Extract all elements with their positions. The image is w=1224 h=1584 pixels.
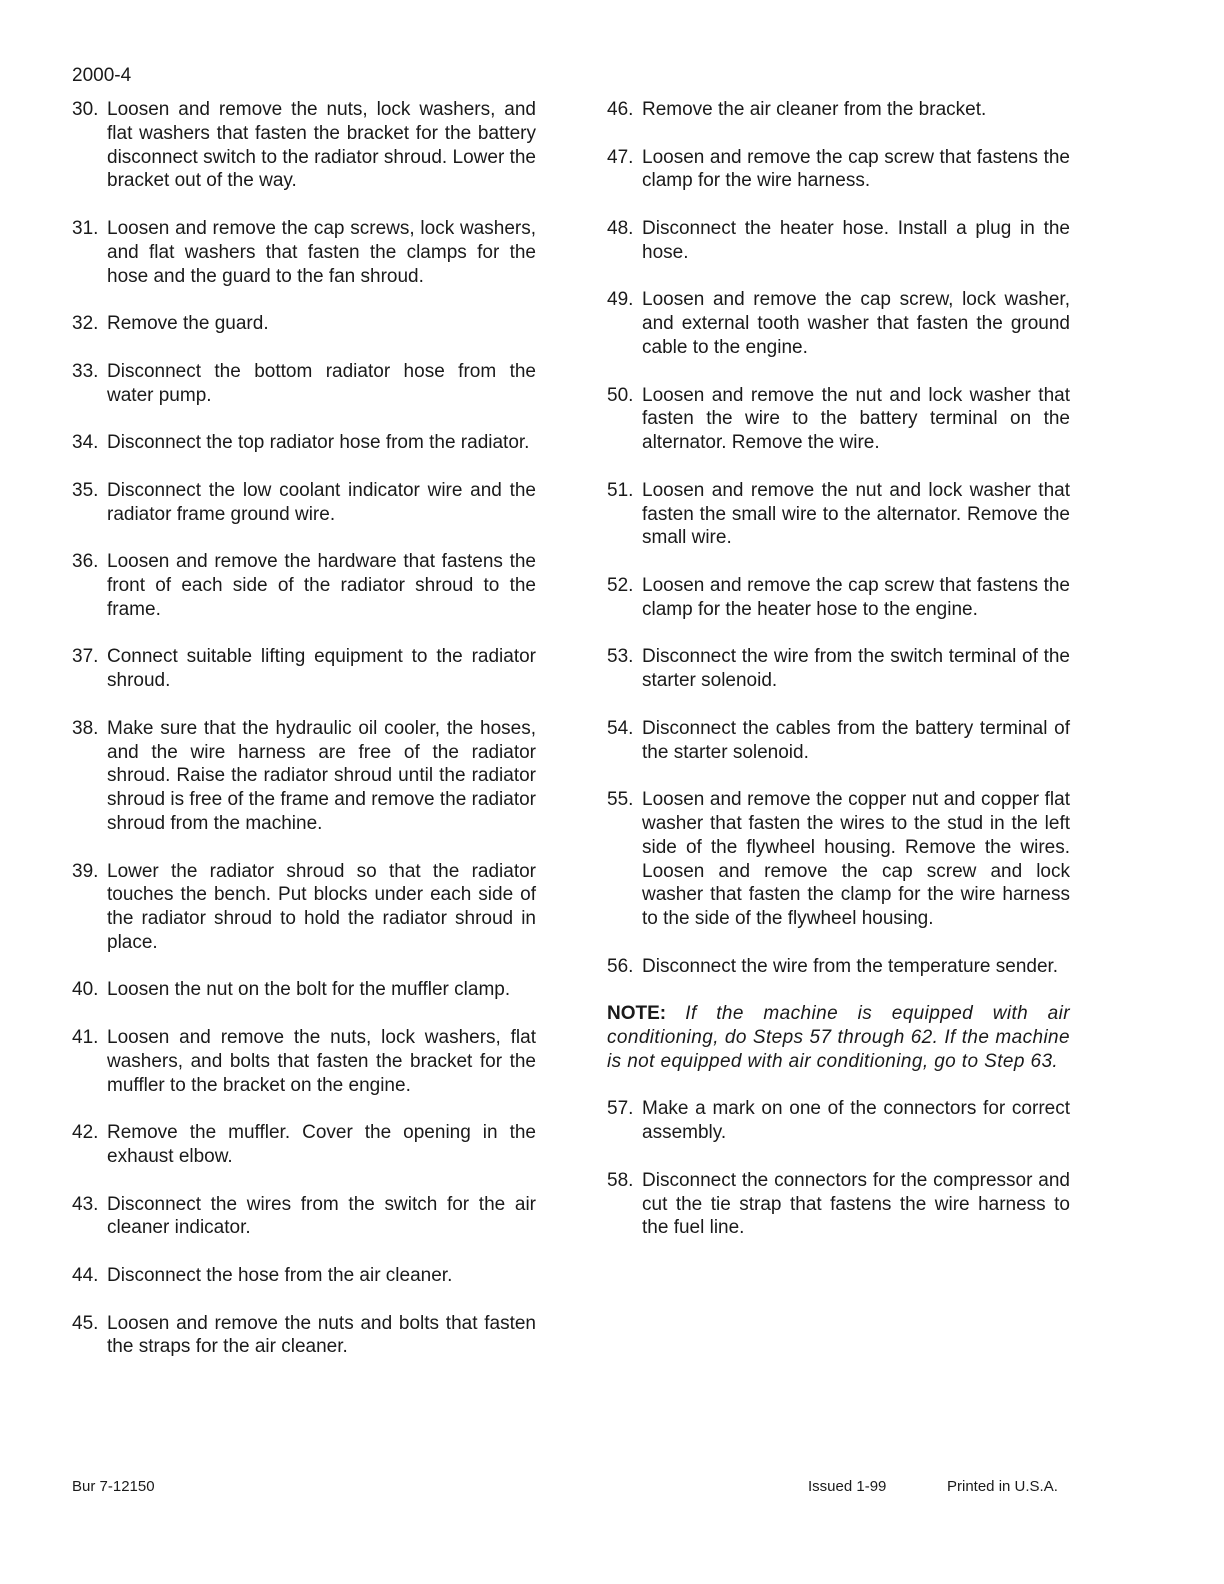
- footer-printed: Printed in U.S.A.: [947, 1478, 1058, 1495]
- step-item: [607, 788, 1070, 931]
- step-number: 40.: [72, 979, 99, 1001]
- step-item: [607, 574, 1070, 622]
- step-text: Loosen and remove the nuts, lock washers, and flat washers that fasten the bracket for the battery disconnect switch to the radiator shroud. Lower the bracket out of the way.: [107, 99, 536, 192]
- footer-doc-number: Bur 7-12150: [72, 1478, 155, 1495]
- step-text: Disconnect the heater hose. Install a plug in the hose.: [642, 217, 1070, 263]
- step-number: 41.: [72, 1027, 99, 1049]
- step-item: [607, 384, 1070, 455]
- step-item: [72, 312, 536, 336]
- step-number: 54.: [607, 717, 634, 739]
- step-item: [607, 1097, 1070, 1145]
- step-text: Disconnect the cables from the battery terminal of the starter solenoid.: [642, 717, 1070, 763]
- step-text: Disconnect the hose from the air cleaner.: [107, 1265, 453, 1287]
- step-text: Disconnect the connectors for the compressor and cut the tie strap that fastens the wire harness to the fuel line.: [642, 1169, 1070, 1239]
- step-text: Loosen and remove the cap screw that fastens the clamp for the wire harness.: [642, 146, 1070, 192]
- step-number: 52.: [607, 574, 634, 596]
- step-number: 39.: [72, 860, 99, 882]
- page-number: 2000-4: [72, 65, 132, 86]
- step-number: 51.: [607, 479, 634, 501]
- step-number: 32.: [72, 313, 99, 335]
- step-number: 36.: [72, 551, 99, 573]
- step-number: 45.: [72, 1312, 99, 1334]
- step-text: Disconnect the low coolant indicator wire and the radiator frame ground wire.: [107, 479, 536, 525]
- step-number: 48.: [607, 217, 634, 239]
- step-number: 30.: [72, 99, 99, 120]
- step-item: [607, 98, 1070, 122]
- left-column: [72, 98, 536, 1359]
- step-item: [72, 550, 536, 621]
- step-number: 31.: [72, 217, 99, 239]
- step-item: [607, 146, 1070, 194]
- step-text: Loosen and remove the nut and lock washer that fasten the wire to the battery terminal on the alternator. Remove the wire.: [642, 384, 1070, 454]
- step-text: Disconnect the wire from the temperature sender.: [642, 955, 1059, 977]
- step-number: 53.: [607, 646, 634, 668]
- step-item: [72, 479, 536, 527]
- step-item: [607, 288, 1070, 359]
- step-text: Loosen and remove the cap screw that fastens the clamp for the heater hose to the engine.: [642, 574, 1070, 620]
- step-number: 58.: [607, 1169, 634, 1191]
- step-item: [72, 1121, 536, 1169]
- step-item: [72, 217, 536, 288]
- footer-issued: Issued 1-99: [808, 1478, 887, 1495]
- step-text: Connect suitable lifting equipment to the radiator shroud.: [107, 646, 536, 692]
- step-number: 33.: [72, 360, 99, 382]
- step-text: Make a mark on one of the connectors for correct assembly.: [642, 1098, 1070, 1144]
- step-item: [607, 955, 1070, 979]
- step-text: Loosen and remove the cap screw, lock washer, and external tooth washer that fasten the ground cable to the engine.: [642, 289, 1070, 358]
- step-item: [607, 1169, 1070, 1240]
- step-number: 34.: [72, 432, 99, 454]
- step-item: [607, 645, 1070, 693]
- step-item: [607, 717, 1070, 765]
- step-text: Loosen and remove the copper nut and copper flat washer that fasten the wires to the stud in the left side of the flywheel housing. Remove the wires. Loosen and remove the cap screw and lock washer that fasten the clamp for the wire harness to the side of the flywheel housing.: [642, 789, 1070, 930]
- note: [607, 1002, 1070, 1073]
- step-number: 42.: [72, 1122, 99, 1144]
- step-item: [72, 1026, 536, 1097]
- step-number: 49.: [607, 289, 634, 311]
- step-text: Disconnect the bottom radiator hose from the water pump.: [107, 360, 536, 406]
- step-number: 37.: [72, 646, 99, 668]
- step-text: Loosen the nut on the bolt for the muffler clamp.: [107, 979, 511, 1001]
- step-item: [72, 717, 536, 836]
- step-text: Remove the guard.: [107, 313, 269, 335]
- step-item: [72, 431, 536, 455]
- step-text: Disconnect the wire from the switch terminal of the starter solenoid.: [642, 646, 1070, 692]
- step-item: [72, 1193, 536, 1241]
- step-item: [72, 645, 536, 693]
- step-item: [72, 978, 536, 1002]
- step-number: 47.: [607, 146, 634, 168]
- step-text: Loosen and remove the nuts, lock washers, flat washers, and bolts that fasten the bracket for the muffler to the bracket on the engine.: [107, 1027, 536, 1096]
- step-text: Disconnect the wires from the switch for the air cleaner indicator.: [107, 1193, 536, 1239]
- step-item: [72, 860, 536, 955]
- step-text: Loosen and remove the nuts and bolts that fasten the straps for the air cleaner.: [107, 1312, 536, 1358]
- step-number: 57.: [607, 1098, 634, 1120]
- step-item: [72, 1312, 536, 1360]
- right-column: [607, 98, 1070, 1240]
- step-item: [72, 1264, 536, 1288]
- step-text: Lower the radiator shroud so that the radiator touches the bench. Put blocks under each side of the radiator shroud to hold the radiator shroud in place.: [107, 860, 536, 953]
- step-number: 56.: [607, 955, 634, 977]
- step-number: 44.: [72, 1265, 99, 1287]
- step-text: Loosen and remove the cap screws, lock washers, and flat washers that fasten the clamps for the hose and the guard to the fan shroud.: [107, 217, 536, 287]
- step-text: Remove the air cleaner from the bracket.: [642, 99, 987, 120]
- step-number: 43.: [72, 1193, 99, 1215]
- step-item: [607, 479, 1070, 550]
- step-number: 55.: [607, 789, 634, 811]
- step-text: Remove the muffler. Cover the opening in the exhaust elbow.: [107, 1122, 536, 1168]
- step-number: 50.: [607, 384, 634, 406]
- step-item: [72, 360, 536, 408]
- step-text: Make sure that the hydraulic oil cooler, the hoses, and the wire harness are free of the radiator shroud. Raise the radiator shroud until the radiator shroud is free of the frame and remove the radiator shroud from the machine.: [107, 717, 536, 834]
- note-label: NOTE:: [607, 1003, 667, 1025]
- step-item: [72, 98, 536, 193]
- note-text: If the machine is equipped with air conditioning, do Steps 57 through 62. If the machine is not equipped with air conditioning, go to Step 63.: [607, 1003, 1070, 1072]
- step-text: Loosen and remove the hardware that fastens the front of each side of the radiator shroud to the frame.: [107, 551, 536, 620]
- step-number: 38.: [72, 717, 99, 739]
- step-number: 35.: [72, 479, 99, 501]
- step-number: 46.: [607, 99, 634, 120]
- step-text: Disconnect the top radiator hose from the radiator.: [107, 432, 530, 454]
- step-item: [607, 217, 1070, 265]
- step-text: Loosen and remove the nut and lock washer that fasten the small wire to the alternator. Remove the small wire.: [642, 479, 1070, 549]
